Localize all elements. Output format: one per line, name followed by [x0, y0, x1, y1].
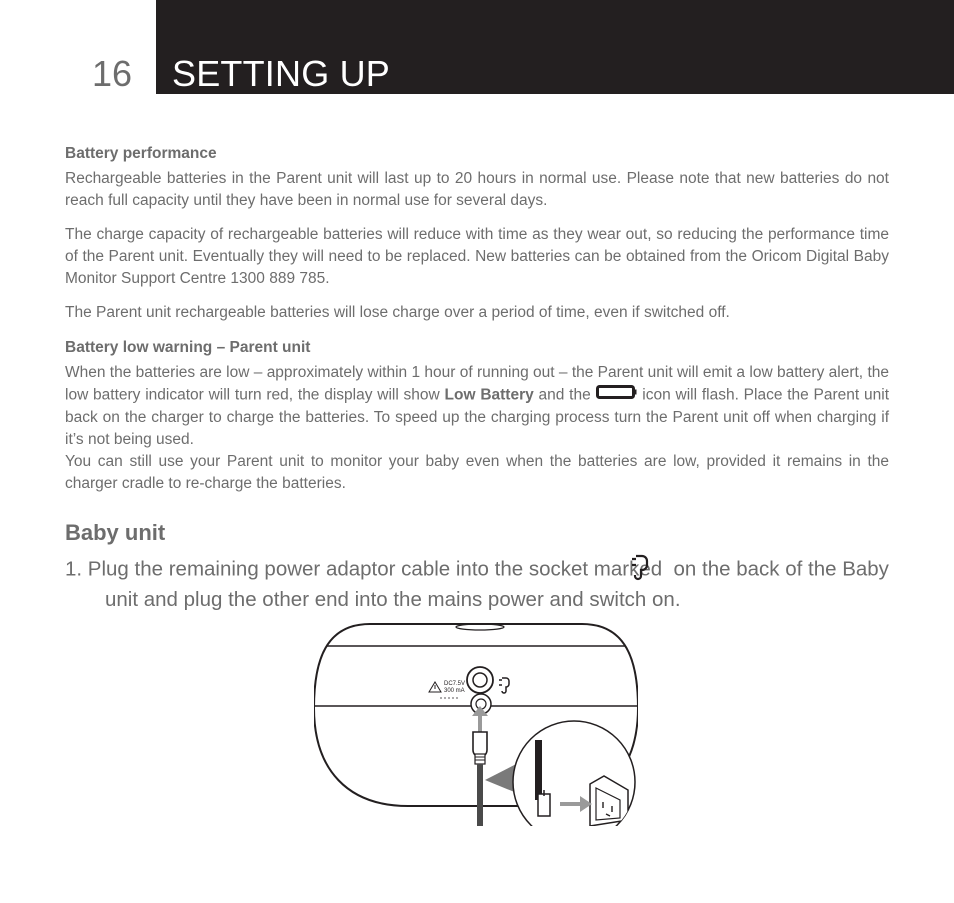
- socket-label-current: 300 mA: [444, 688, 465, 694]
- battery-performance-paragraph-1: Rechargeable batteries in the Parent unit will last up to 20 hours in normal use. Please note that new batteries do not reach full capacity until they have been in normal use for several days.: [65, 170, 889, 209]
- step1-text-a: 1. Plug the remaining power adaptor cable into the socket marked: [65, 557, 668, 581]
- battery-low-text-a: When the batteries are low – approximately within 1 hour of running out – the Parent unit will emit a low battery alert, the low battery indicator will turn red, the display will show: [65, 364, 889, 404]
- battery-low-text-b: and the: [533, 386, 596, 404]
- battery-low-text-c: icon will flash. Place the Parent unit back on the charger to charge the batteries. To speed up the charging process turn the Parent unit off when charging if it’s not being used.: [65, 386, 889, 448]
- baby-unit-heading: Baby unit: [65, 520, 166, 545]
- battery-performance-paragraph-2: The charge capacity of rechargeable batteries will reduce with time as they wear out, so reducing the performance time of the Parent unit. Eventually they will need to be replaced. New batteries can be obtained from the Oricom Digital Baby Monitor Support Centre 1300 889 785.: [65, 226, 889, 287]
- battery-low-paragraph-2: You can still use your Parent unit to monitor your baby even when the batteries are low, provided it remains in the charger cradle to re-charge the batteries.: [65, 453, 889, 492]
- baby-unit-step-1: [65, 553, 889, 612]
- baby-unit-illustration: [314, 620, 638, 826]
- page-number: 16: [92, 53, 133, 94]
- battery-performance-paragraph-3: The Parent unit rechargeable batteries will lose charge over a period of time, even if switched off.: [65, 304, 730, 321]
- low-battery-label: Low Battery: [444, 386, 534, 404]
- battery-performance-heading: Battery performance: [65, 145, 217, 162]
- battery-icon: [596, 384, 638, 407]
- page-title: SETTING UP: [172, 53, 391, 94]
- page-content: [65, 144, 889, 612]
- socket-label-voltage: DC7.5V: [444, 681, 466, 687]
- battery-low-heading: Battery low warning – Parent unit: [65, 339, 311, 356]
- battery-low-paragraph-1: [65, 362, 889, 451]
- step1-text-b: on the back of the Baby unit and plug the other end into the mains power and switch on.: [105, 557, 889, 611]
